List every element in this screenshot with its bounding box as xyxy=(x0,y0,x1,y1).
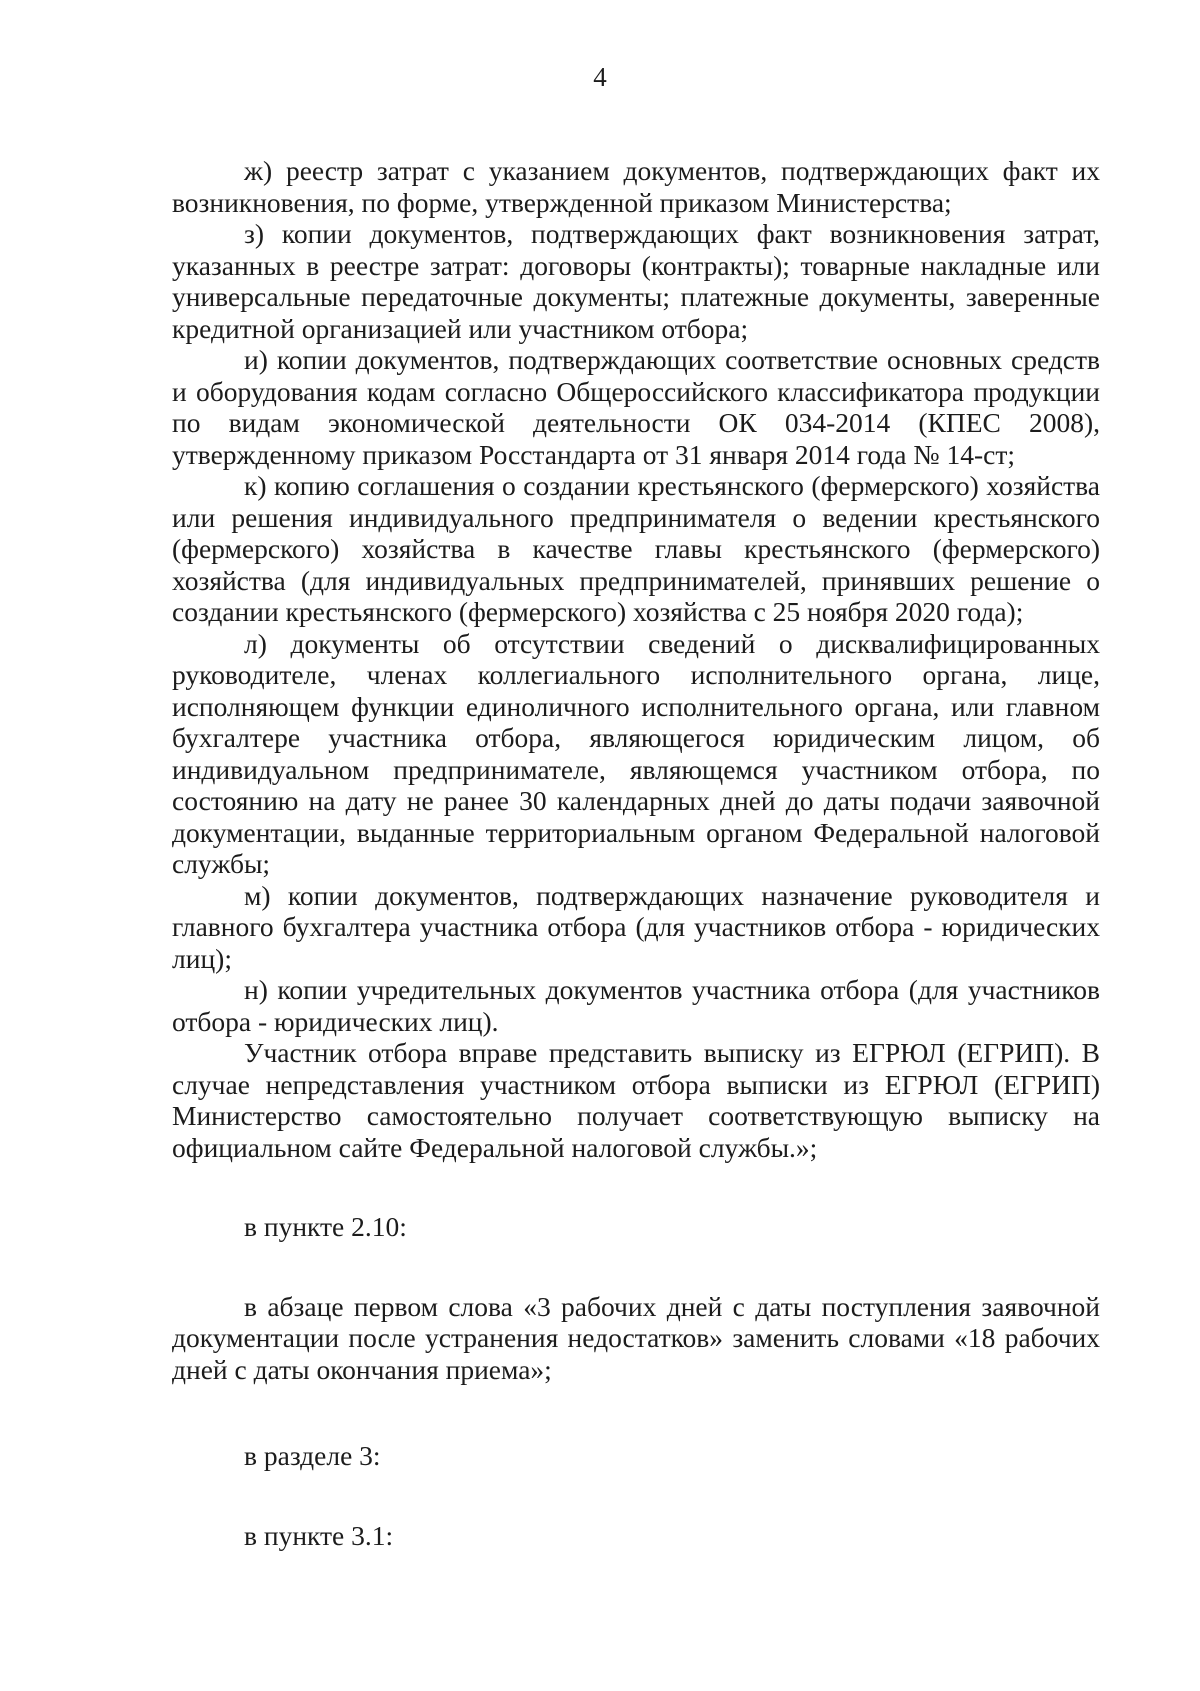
paragraph-item-l: л) документы об отсутствии сведений о дисквалифицированных руководителе, членах коллегиального исполнительного органа, лице, исполняющем функции единоличного исполнительного органа, или главном бухгалтере участника отбора, являющегося юридическим лицом, об индивидуальном предпринимателе, являющемся участником отбора, по состоянию на дату не ранее 30 календарных дней до даты подачи заявочной документации, выданные территориальным органом Федеральной налоговой службы; xyxy=(172,627,1100,879)
paragraph-item-z: з) копии документов, подтверждающих факт возникновения затрат, указанных в реестре затрат: договоры (контракты); товарные накладные или универсальные передаточные документы; платежные документы, заверенные кредитной организацией или участником отбора; xyxy=(172,218,1100,344)
paragraph-point-3-1: в пункте 3.1: xyxy=(244,1519,394,1551)
paragraph-section-3: в разделе 3: xyxy=(244,1440,381,1471)
paragraph-item-n: н) копии учредительных документов участника отбора (для участников отбора - юридических лиц). xyxy=(172,974,1100,1037)
paragraph-point-2-10: в пункте 2.10: xyxy=(244,1211,407,1242)
paragraph-item-m: м) копии документов, подтверждающих назначение руководителя и главного бухгалтера участника отбора (для участников отбора - юридических лиц); xyxy=(172,879,1100,974)
paragraph-item-zh: ж) реестр затрат с указанием документов, подтверждающих факт их возникновения, по форме, утвержденной приказом Министерства; xyxy=(172,155,1100,218)
paragraph-egrul: Участник отбора вправе представить выписку из ЕГРЮЛ (ЕГРИП). В случае непредставления участником отбора выписки из ЕГРЮЛ (ЕГРИП) Министерство самостоятельно получает соответствующую выписку на официальном сайте Федеральной налоговой службы.»; xyxy=(172,1037,1100,1163)
paragraph-amendment-2-10: в абзаце первом слова «3 рабочих дней с даты поступления заявочной документации после устранения недостатков» заменить словами «18 рабочих дней с даты окончания приема»; xyxy=(172,1290,1100,1385)
paragraph-item-k: к) копию соглашения о создании крестьянского (фермерского) хозяйства или решения индивидуального предпринимателя о ведении крестьянского (фермерского) хозяйства в качестве главы крестьянского (фермерского) хозяйства (для индивидуальных предпринимателей, принявших решение о создании крестьянского (фермерского) хозяйства с 25 ноября 2020 года); xyxy=(172,470,1100,627)
page-number: 4 xyxy=(593,62,607,92)
document-body xyxy=(172,155,1100,1551)
paragraph-item-i: и) копии документов, подтверждающих соответствие основных средств и оборудования кодам согласно Общероссийского классификатора продукции по видам экономической деятельности ОК 034-2014 (КПЕС 2008), утвержденному приказом Росстандарта от 31 января 2014 года № 14-ст; xyxy=(172,344,1100,470)
